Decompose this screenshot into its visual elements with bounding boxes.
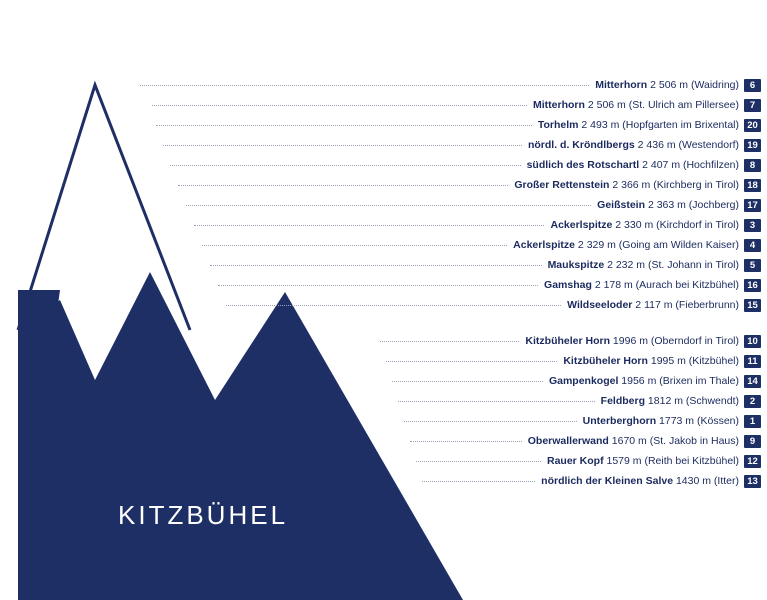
peak-place: (Oberndorf in Tirol) bbox=[647, 335, 739, 347]
leader-line bbox=[218, 284, 538, 286]
leader-line bbox=[178, 184, 508, 186]
peak-altitude: 2 493 m bbox=[578, 119, 620, 131]
peak-altitude: 2 178 m bbox=[591, 279, 633, 291]
peak-altitude: 1812 m bbox=[645, 395, 683, 407]
leader-line bbox=[404, 420, 577, 422]
leader-line bbox=[186, 204, 591, 206]
peak-entry bbox=[152, 98, 761, 112]
peak-label bbox=[514, 179, 739, 191]
peak-altitude: 2 436 m bbox=[634, 139, 676, 151]
peak-number-badge: 8 bbox=[744, 159, 761, 172]
peak-label bbox=[547, 455, 739, 467]
peak-name: Kitzbüheler Horn bbox=[525, 335, 611, 347]
leader-line bbox=[156, 124, 532, 126]
peak-place: (St. Johann in Tirol) bbox=[645, 259, 739, 271]
peak-number-badge: 6 bbox=[744, 79, 761, 92]
peak-place: (Aurach bei Kitzbühel) bbox=[632, 279, 739, 291]
peak-entry bbox=[186, 198, 761, 212]
peak-place: (St. Jakob in Haus) bbox=[646, 435, 739, 447]
peak-entry bbox=[163, 138, 761, 152]
peak-name: Ackerlspitze bbox=[513, 239, 576, 251]
peak-number-badge: 16 bbox=[744, 279, 761, 292]
peak-entry bbox=[380, 334, 761, 348]
peak-altitude: 1579 m bbox=[603, 455, 642, 467]
peak-number-badge: 17 bbox=[744, 199, 761, 212]
peak-place: (Kitzbühel) bbox=[685, 355, 739, 367]
leader-line bbox=[386, 360, 557, 362]
peak-name: Wildseeloder bbox=[567, 299, 633, 311]
peak-entry bbox=[140, 78, 761, 92]
peak-label bbox=[528, 139, 739, 151]
peak-place: (Itter) bbox=[711, 475, 739, 487]
peak-place: (Hochfilzen) bbox=[680, 159, 739, 171]
peak-label bbox=[601, 395, 739, 407]
peak-number-badge: 20 bbox=[744, 119, 761, 132]
peak-label bbox=[583, 415, 739, 427]
city-label: KITZBÜHEL bbox=[118, 500, 289, 530]
leader-line bbox=[226, 304, 561, 306]
peak-altitude: 1956 m bbox=[618, 375, 657, 387]
peak-label bbox=[525, 335, 739, 347]
peak-label bbox=[597, 199, 739, 211]
peak-label bbox=[549, 375, 739, 387]
leader-line bbox=[140, 84, 589, 86]
peak-number-badge: 14 bbox=[744, 375, 761, 388]
peak-label bbox=[538, 119, 739, 131]
peak-entry bbox=[210, 258, 761, 272]
peak-altitude: 2 329 m bbox=[575, 239, 616, 251]
peak-number-badge: 5 bbox=[744, 259, 761, 272]
peak-name: Oberwallerwand bbox=[527, 435, 609, 447]
peak-name: Gampenkogel bbox=[548, 375, 619, 387]
peak-altitude: 2 407 m bbox=[639, 159, 681, 171]
peak-altitude: 2 363 m bbox=[645, 199, 686, 211]
peak-place: (Kirchdorf in Tirol) bbox=[653, 219, 739, 231]
peak-name: Geißstein bbox=[597, 199, 646, 211]
peak-entry bbox=[202, 238, 761, 252]
peak-name: Maukspitze bbox=[547, 259, 605, 271]
peak-label bbox=[548, 259, 739, 271]
peak-place: (Jochberg) bbox=[685, 199, 739, 211]
peak-altitude: 1773 m bbox=[656, 415, 695, 427]
peak-number-badge: 9 bbox=[744, 435, 761, 448]
leader-line bbox=[202, 244, 507, 246]
leader-line bbox=[152, 104, 527, 106]
peak-label bbox=[541, 475, 739, 487]
peak-number-badge: 15 bbox=[744, 299, 761, 312]
peak-label bbox=[563, 355, 739, 367]
mountain-silhouette bbox=[18, 272, 463, 600]
peak-place: (Waidring) bbox=[688, 79, 739, 91]
peak-name: Unterberghorn bbox=[582, 415, 657, 427]
peak-entry bbox=[218, 278, 761, 292]
peak-label bbox=[513, 239, 739, 251]
peak-place: (Schwendt) bbox=[682, 395, 739, 407]
peak-name: südlich des Rotschartl bbox=[526, 159, 640, 171]
peak-place: (Kirchberg in Tirol) bbox=[650, 179, 739, 191]
peak-label bbox=[527, 159, 739, 171]
peak-place: (Reith bei Kitzbühel) bbox=[641, 455, 739, 467]
peak-entry bbox=[386, 354, 761, 368]
peak-number-badge: 11 bbox=[744, 355, 761, 368]
peak-number-badge: 13 bbox=[744, 475, 761, 488]
leader-line bbox=[194, 224, 544, 226]
peak-altitude: 1995 m bbox=[647, 355, 686, 367]
peak-altitude: 1670 m bbox=[608, 435, 647, 447]
peak-place: (Brixen im Thale) bbox=[656, 375, 739, 387]
peak-number-badge: 1 bbox=[744, 415, 761, 428]
peak-number-badge: 12 bbox=[744, 455, 761, 468]
peak-label bbox=[550, 219, 739, 231]
peak-place: (Kössen) bbox=[694, 415, 739, 427]
peak-name: nördlich der Kleinen Salve bbox=[541, 475, 674, 487]
peak-altitude: 2 330 m bbox=[612, 219, 654, 231]
peak-name: Ackerlspitze bbox=[550, 219, 613, 231]
peak-number-badge: 19 bbox=[744, 139, 761, 152]
peak-altitude: 1430 m bbox=[673, 475, 711, 487]
peak-entry bbox=[226, 298, 761, 312]
peak-place: (Westendorf) bbox=[675, 139, 739, 151]
leader-line bbox=[410, 440, 522, 442]
peak-name: Rauer Kopf bbox=[546, 455, 604, 467]
peak-entry bbox=[392, 374, 761, 388]
peak-number-badge: 10 bbox=[744, 335, 761, 348]
peak-label bbox=[567, 299, 739, 311]
peak-number-badge: 4 bbox=[744, 239, 761, 252]
peak-label bbox=[533, 99, 739, 111]
peak-entry bbox=[398, 394, 761, 408]
peak-place: (Fieberbrunn) bbox=[672, 299, 739, 311]
peak-place: (Going am Wilden Kaiser) bbox=[615, 239, 739, 251]
leader-line bbox=[398, 400, 595, 402]
peak-label bbox=[544, 279, 739, 291]
leader-line bbox=[422, 480, 535, 482]
leader-line bbox=[210, 264, 542, 266]
peak-number-badge: 18 bbox=[744, 179, 761, 192]
peak-name: nördl. d. Kröndlbergs bbox=[527, 139, 635, 151]
peak-entry bbox=[416, 454, 761, 468]
peak-entry bbox=[178, 178, 761, 192]
leader-line bbox=[392, 380, 543, 382]
peak-altitude: 1996 m bbox=[610, 335, 648, 347]
peak-entry bbox=[170, 158, 761, 172]
peak-number-badge: 2 bbox=[744, 395, 761, 408]
peak-name: Feldberg bbox=[600, 395, 646, 407]
peak-altitude: 2 506 m bbox=[647, 79, 689, 91]
peak-altitude: 2 117 m bbox=[632, 299, 673, 311]
peak-name: Mitterhorn bbox=[533, 99, 585, 111]
leader-line bbox=[170, 164, 521, 166]
peak-altitude: 2 366 m bbox=[609, 179, 651, 191]
peak-entry bbox=[194, 218, 761, 232]
peak-name: Mitterhorn bbox=[595, 79, 648, 91]
leader-line bbox=[416, 460, 541, 462]
peak-entry bbox=[404, 414, 761, 428]
peak-place: (St. Ulrich am Pillersee) bbox=[625, 99, 739, 111]
peak-entry bbox=[410, 434, 761, 448]
peak-place: (Hopfgarten im Brixental) bbox=[619, 119, 739, 131]
peak-label bbox=[595, 79, 739, 91]
peak-name: Kitzbüheler Horn bbox=[563, 355, 648, 367]
peak-altitude: 2 506 m bbox=[584, 99, 626, 111]
peak-label bbox=[528, 435, 739, 447]
leader-line bbox=[380, 340, 519, 342]
peak-altitude: 2 232 m bbox=[604, 259, 646, 271]
peak-number-badge: 7 bbox=[744, 99, 761, 112]
peak-entry bbox=[156, 118, 761, 132]
peak-name: Gamshag bbox=[544, 279, 592, 291]
peak-name: Torhelm bbox=[537, 119, 579, 131]
peak-entry bbox=[422, 474, 761, 488]
peak-number-badge: 3 bbox=[744, 219, 761, 232]
peak-name: Großer Rettenstein bbox=[514, 179, 610, 191]
leader-line bbox=[163, 144, 522, 146]
